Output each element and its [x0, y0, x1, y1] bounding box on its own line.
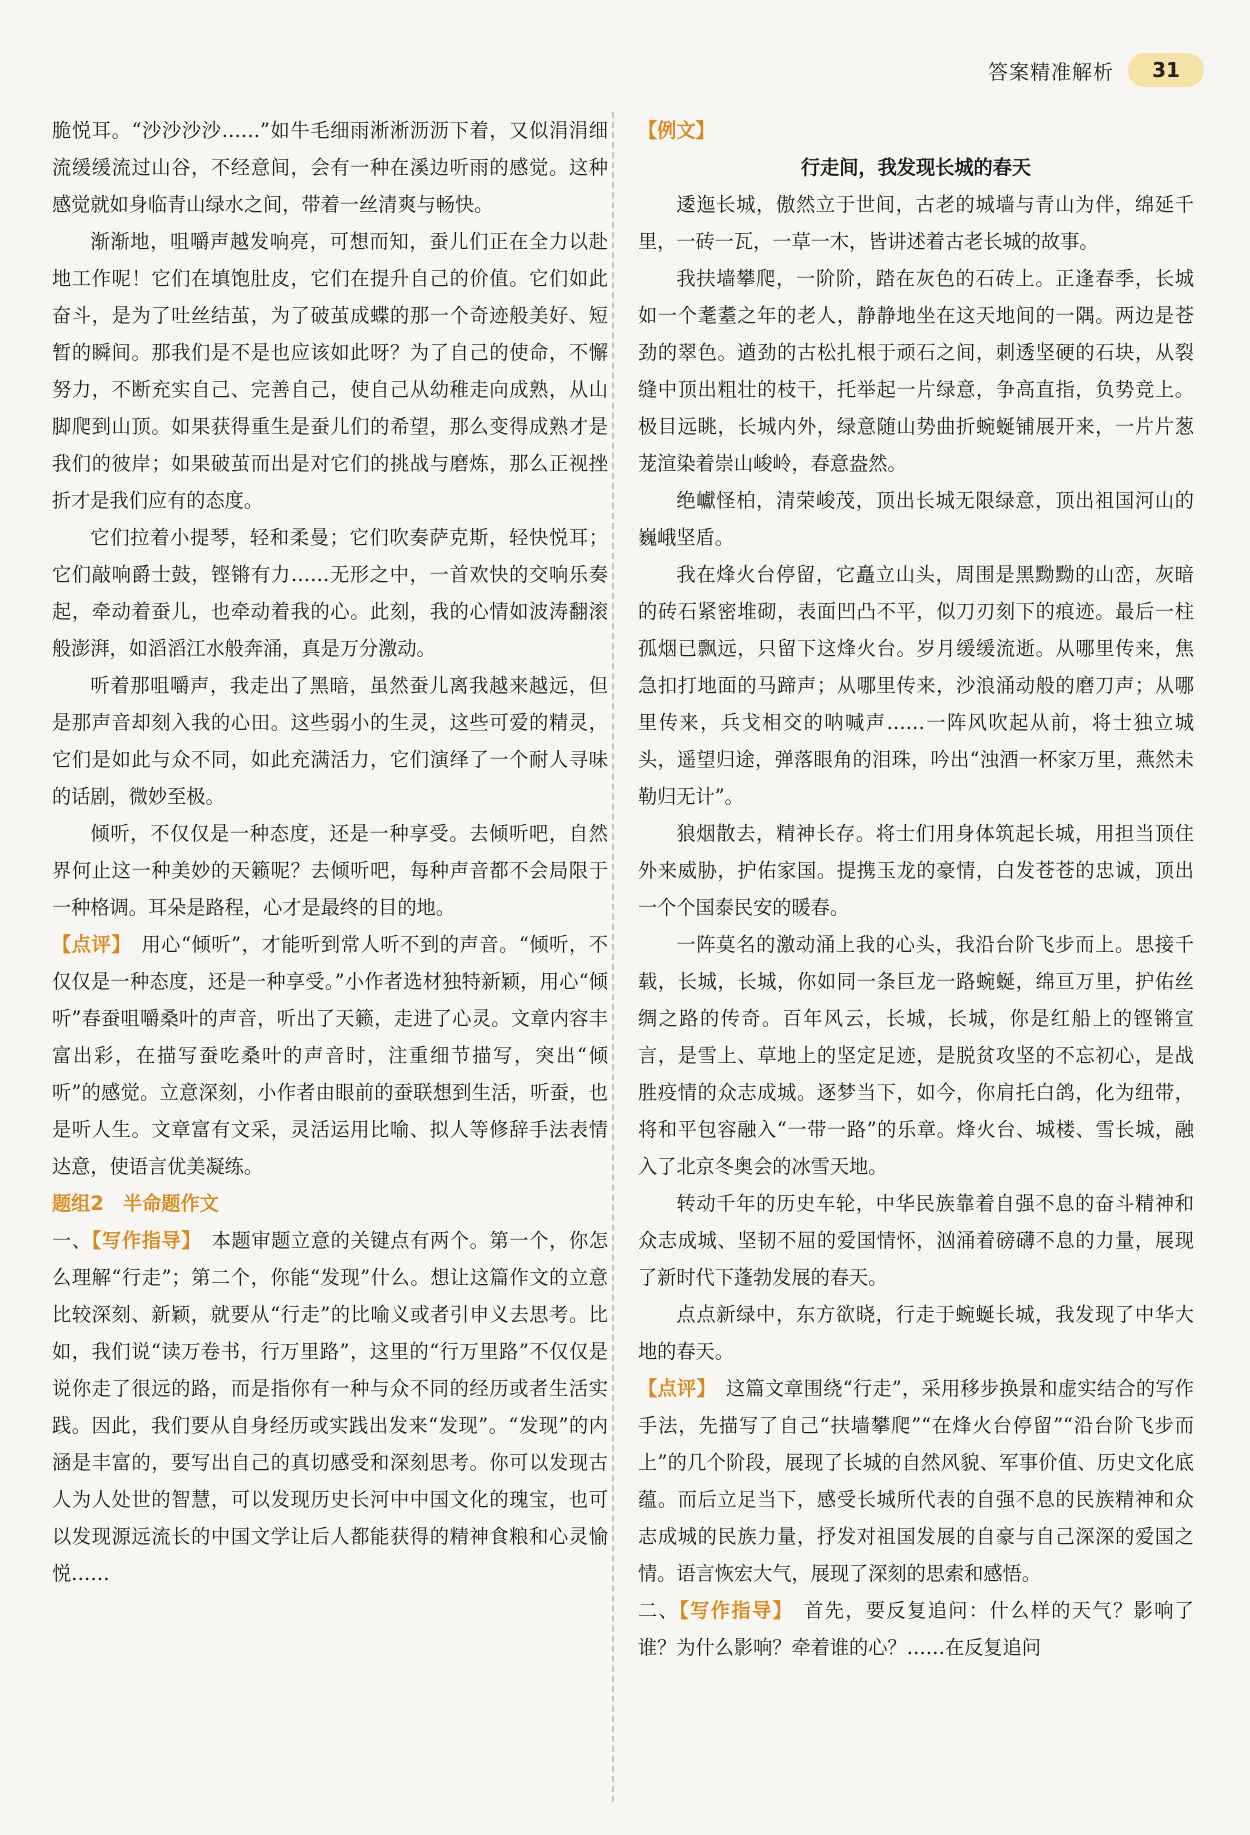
- writing-guide-block: [638, 1592, 1194, 1666]
- paragraph: 它们拉着小提琴，轻和柔曼；它们吹奏萨克斯，轻快悦耳；它们敲响爵士鼓，铿锵有力……无形之中，一首欢快的交响乐奏起，牵动着蚕儿，也牵动着我的心。此刻，我的心情如波涛翻滚般澎湃，如滔滔江水般奔涌，真是万分激动。: [52, 526, 608, 660]
- guide-text: 本题审题立意的关键点有两个。第一个，你怎么理解“行走”；第二个，你能“发现”什么。想让这篇作文的立意比较深刻、新颖，就要从“行走”的比喻义或者引申义去思考。比如，我们说“读万卷书，行万里路”，这里的“行万里路”不仅仅是说你走了很远的路，而是指你有一种与众不同的经历或者生活实践。因此，我们要从自身经历或实践出发来“发现”。“发现”的内涵是丰富的，要写出自己的真切感受和深刻思考。你可以发现古人为人处世的智慧，可以发现历史长河中中国文化的瑰宝，也可以发现源远流长的中国文学让后人都能获得的精神食粮和心灵愉悦……: [52, 1229, 609, 1585]
- paragraph: 听着那咀嚼声，我走出了黑暗，虽然蚕儿离我越来越远，但是那声音却刻入我的心田。这些弱小的生灵，这些可爱的精灵，它们是如此与众不同，如此充满活力，它们演绎了一个耐人寻味的话剧，微妙至极。: [52, 674, 608, 808]
- group-title: 题组2 半命题作文: [52, 1192, 219, 1215]
- guide-text: 首先，要反复追问：什么样的天气？影响了谁？为什么影响？牵着谁的心？……在反复追问: [638, 1599, 1194, 1659]
- guide-tag: 【写作指导】: [679, 1599, 784, 1622]
- paragraph: 一阵莫名的激动涌上我的心头，我沿台阶飞步而上。思接千载，长城，长城，你如同一条巨龙一路蜿蜒，绵亘万里，护佑丝绸之路的传奇。百年风云，长城，长城，你是红船上的铿锵宣言，是雪上、草地上的坚定足迹，是脱贫攻坚的不忘初心，是战胜疫情的众志成城。逐梦当下，如今，你肩托白鸽，化为纽带，将和平包容融入“一带一路”的乐章。烽火台、城楼、雪长城，融入了北京冬奥会的冰雪天地。: [638, 933, 1194, 1178]
- review-block: [52, 926, 608, 1185]
- paragraph: 狼烟散去，精神长存。将士们用身体筑起长城，用担当顶住外来威胁，护佑家国。提携玉龙的豪情，白发苍苍的忠诚，顶出一个个国泰民安的暖春。: [638, 822, 1194, 919]
- example-tag: 【例文】: [638, 119, 715, 142]
- review-text: 用心“倾听”，才能听到常人听不到的声音。“倾听，不仅仅是一种态度，还是一种享受。”小作者选材独特新颖，用心“倾听”春蚕咀嚼桑叶的声音，听出了天籁，走进了心灵。文章内容丰富出彩，在描写蚕吃桑叶的声音时，注重细节描写，突出“倾听”的感觉。立意深刻，小作者由眼前的蚕联想到生活，听蚕，也是听人生。文章富有文采，灵活运用比喻、拟人等修辞手法表情达意，使语言优美凝练。: [52, 933, 608, 1178]
- review-tag: 【点评】: [52, 933, 122, 956]
- page-header: [988, 52, 1204, 88]
- writing-guide-block: [52, 1222, 608, 1592]
- review-block: [638, 1370, 1194, 1592]
- review-text: 这篇文章围绕“行走”，采用移步换景和虚实结合的写作手法，先描写了自己“扶墙攀爬”“在烽火台停留”“沿台阶飞步而上”的几个阶段，展现了长城的自然风貌、军事价值、历史文化底蕴。而后立足当下，感受长城所代表的自强不息的民族精神和众志成城的民族力量，抒发对祖国发展的自豪与自己深深的爱国之情。语言恢宏大气，展现了深刻的思索和感悟。: [638, 1377, 1194, 1585]
- review-tag: 【点评】: [638, 1377, 707, 1400]
- column-divider: [612, 112, 614, 1802]
- right-column: [638, 112, 1194, 1666]
- paragraph: 转动千年的历史车轮，中华民族靠着自强不息的奋斗精神和众志成城、坚韧不屈的爱国情怀，汹涌着磅礴不息的力量，展现了新时代下蓬勃发展的春天。: [638, 1192, 1194, 1289]
- paragraph: 绝巘怪柏，清荣峻茂，顶出长城无限绿意，顶出祖国河山的巍峨坚盾。: [638, 489, 1194, 549]
- paragraph: 我在烽火台停留，它矗立山头，周围是黑黝黝的山峦，灰暗的砖石紧密堆砌，表面凹凸不平，似刀刃刻下的痕迹。最后一柱孤烟已飘远，只留下这烽火台。岁月缓缓流逝。从哪里传来，焦急扣打地面的马蹄声；从哪里传来，沙浪涌动般的磨刀声；从哪里传来，兵戈相交的呐喊声……一阵风吹起从前，将士独立城头，遥望归途，弹落眼角的泪珠，吟出“浊酒一杯家万里，燕然未勒归无计”。: [638, 563, 1194, 808]
- guide-prefix: 二、: [638, 1599, 680, 1622]
- guide-prefix: 一、: [52, 1229, 92, 1252]
- paragraph: 我扶墙攀爬，一阶阶，踏在灰色的石砖上。正逢春季，长城如一个耄耋之年的老人，静静地坐在这天地间的一隅。两边是苍劲的翠色。遒劲的古松扎根于顽石之间，刺透坚硬的石块，从裂缝中顶出粗壮的枝干，托举起一片绿意，争高直指，负势竞上。极目远眺，长城内外，绿意随山势曲折蜿蜒铺展开来，一片片葱茏渲染着崇山峻岭，春意盎然。: [638, 267, 1194, 475]
- page-number-badge: 31: [1128, 53, 1204, 87]
- paragraph: 点点新绿中，东方欲晓，行走于蜿蜒长城，我发现了中华大地的春天。: [638, 1303, 1194, 1363]
- left-column: [52, 112, 608, 1592]
- paragraph: 渐渐地，咀嚼声越发响亮，可想而知，蚕儿们正在全力以赴地工作呢！它们在填饱肚皮，它们在提升自己的价值。它们如此奋斗，是为了吐丝结茧，为了破茧成蝶的那一个奇迹般美好、短暂的瞬间。那我们是不是也应该如此呀？为了自己的使命，不懈努力，不断充实自己、完善自己，使自己从幼稚走向成熟，从山脚爬到山顶。如果获得重生是蚕儿们的希望，那么变得成熟才是我们的彼岸；如果破茧而出是对它们的挑战与磨炼，那么正视挫折才是我们应有的态度。: [52, 230, 608, 512]
- essay-title: 行走间，我发现长城的春天: [800, 156, 1032, 179]
- guide-tag: 【写作指导】: [91, 1229, 192, 1252]
- paragraph: 逶迤长城，傲然立于世间，古老的城墙与青山为伴，绵延千里，一砖一瓦，一草一木，皆讲述着古老长城的故事。: [638, 193, 1194, 253]
- paragraph: 脆悦耳。“沙沙沙沙……”如牛毛细雨淅淅沥沥下着，又似涓涓细流缓缓流过山谷，不经意间，会有一种在溪边听雨的感觉。这种感觉就如身临青山绿水之间，带着一丝清爽与畅快。: [52, 119, 608, 216]
- paragraph: 倾听，不仅仅是一种态度，还是一种享受。去倾听吧，自然界何止这一种美妙的天籁呢？去倾听吧，每种声音都不会局限于一种格调。耳朵是路程，心才是最终的目的地。: [52, 822, 608, 919]
- section-title: 答案精准解析: [988, 59, 1114, 84]
